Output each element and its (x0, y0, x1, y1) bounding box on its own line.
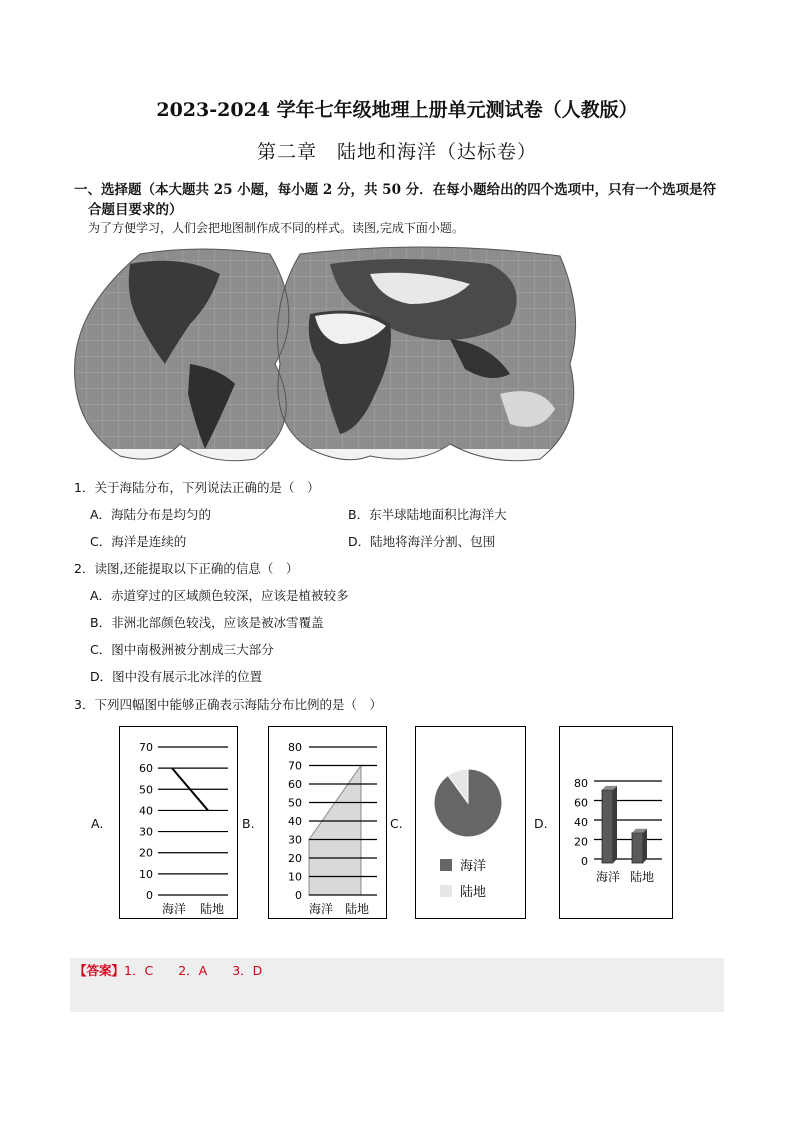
legend-label: 海洋 (460, 859, 487, 874)
section-heading-line2: 合题目要求的） (88, 202, 183, 218)
question-1-stem: 1．关于海陆分布，下列说法正确的是（ ） (74, 480, 320, 495)
q2-option-b[interactable]: B．非洲北部颜色较浅，应该是被冰雪覆盖 (90, 615, 324, 630)
x-tick-label: 海洋 (308, 902, 334, 916)
q3-option-c-label[interactable]: C. (390, 816, 403, 831)
question-3-stem: 3．下列四幅图中能够正确表示海陆分布比例的是（ ） (74, 697, 382, 712)
legend-label: 陆地 (460, 885, 487, 900)
q3-option-a-label[interactable]: A. (91, 816, 104, 831)
chapter-subtitle: 第二章 陆地和海洋（达标卷） (256, 141, 537, 163)
y-tick-label: 70 (139, 741, 153, 754)
bar-ocean (602, 790, 613, 863)
q1-option-c[interactable]: C．海洋是连续的 (90, 534, 187, 549)
chart-d[interactable] (559, 726, 673, 919)
chart-a[interactable] (119, 726, 238, 919)
x-tick-label: 陆地 (629, 870, 655, 884)
y-tick-label: 0 (295, 889, 302, 902)
question-2-stem: 2．读图,还能提取以下正确的信息（ ） (74, 561, 299, 576)
section-heading (74, 180, 724, 220)
q2-option-a[interactable]: A．赤道穿过的区域颜色较深，应该是植被较多 (90, 588, 349, 603)
x-tick-label: 陆地 (344, 902, 370, 916)
y-tick-label: 0 (581, 855, 588, 868)
y-tick-label: 60 (139, 762, 153, 776)
y-tick-label: 80 (288, 741, 302, 754)
y-tick-label: 30 (288, 833, 302, 847)
y-tick-label: 40 (139, 804, 153, 818)
question-intro: 为了方便学习，人们会把地图制作成不同的样式。读图,完成下面小题。 (88, 221, 464, 235)
x-tick-label: 陆地 (199, 902, 225, 916)
y-tick-label: 20 (288, 852, 302, 865)
y-tick-label: 10 (288, 870, 302, 884)
y-tick-label: 50 (139, 783, 153, 797)
bar-land (632, 833, 643, 863)
y-tick-label: 40 (288, 815, 302, 828)
y-tick-label: 20 (139, 846, 153, 860)
bar-side (643, 829, 647, 863)
q3-option-b-label[interactable]: B. (242, 816, 255, 831)
chart-c[interactable] (415, 726, 526, 919)
bar-side (613, 786, 617, 863)
q3-option-d-label[interactable]: D. (534, 816, 548, 831)
x-tick-label: 海洋 (161, 902, 187, 916)
q2-option-c[interactable]: C．图中南极洲被分割成三大部分 (90, 642, 274, 657)
y-tick-label: 60 (574, 796, 588, 810)
y-tick-label: 80 (574, 777, 588, 790)
q2-option-d[interactable]: D．图中没有展示北冰洋的位置 (90, 669, 263, 684)
y-tick-label: 70 (288, 759, 302, 773)
y-tick-label: 40 (574, 816, 588, 829)
legend-swatch (440, 885, 452, 897)
q1-option-b[interactable]: B．东半球陆地面积比海洋大 (348, 507, 507, 522)
y-tick-label: 60 (288, 778, 302, 791)
chart-b[interactable] (268, 726, 387, 919)
q1-option-d[interactable]: D．陆地将海洋分割、包围 (348, 534, 496, 549)
answer-box (70, 958, 724, 1012)
legend-swatch (440, 859, 452, 871)
q1-option-a[interactable]: A．海陆分布是均匀的 (90, 507, 212, 522)
y-tick-label: 30 (139, 825, 153, 839)
y-tick-label: 0 (146, 889, 153, 902)
section-heading-line1: 一、选择题（本大题共 25 小题，每小题 2 分，共 50 分．在每小题给出的四个选项中，只有一个选项是符 (74, 182, 717, 198)
page-title: 2023-2024 学年七年级地理上册单元测试卷（人教版） (156, 99, 638, 121)
world-map-image (70, 244, 580, 466)
y-tick-label: 20 (574, 835, 588, 849)
answer-label: 【答案】 (74, 963, 125, 978)
y-tick-label: 10 (139, 867, 153, 881)
x-tick-label: 海洋 (595, 870, 621, 884)
y-tick-label: 50 (288, 796, 302, 810)
answer-text: 1．C 2．A 3．D (124, 963, 263, 978)
area-fill (309, 766, 361, 896)
